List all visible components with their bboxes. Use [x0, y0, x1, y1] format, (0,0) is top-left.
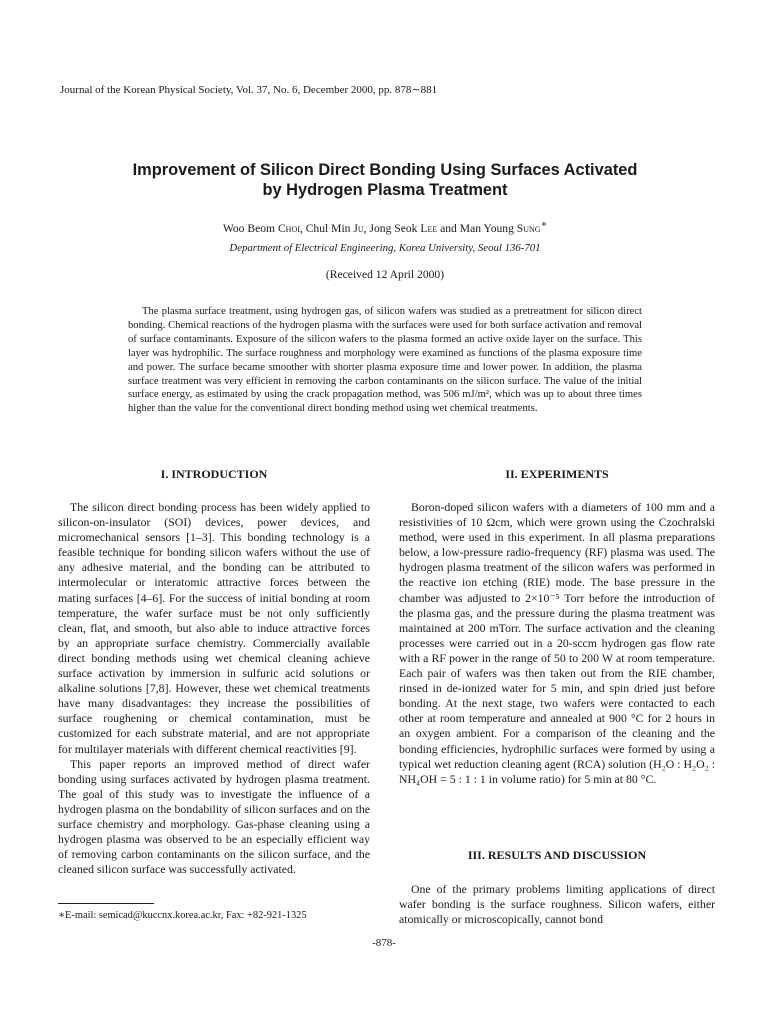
author-1-last: Choi [277, 221, 300, 235]
received-date: (Received 12 April 2000) [325, 268, 445, 281]
results-heading: III. RESULTS AND DISCUSSION [467, 848, 647, 862]
journal-citation: Journal of the Korean Physical Society, Vol. 37, No. 6, December 2000, pp. 878∼881 [60, 84, 438, 96]
intro-paragraph-2: This paper reports an improved method of direct wafer bonding using surfaces activated by hydrogen plasma treatment. The goal of this study was to investigate the influence of a hydrogen plasma on the bondability of silicon surfaces and on the surface chemistry and morphology. Gas-phase cleaning using a hydrogen plasma was observed to be an especially efficient way of removing carbon contaminants on the silicon surface, and the cleaned silicon surface was successfully activated. [58, 756, 370, 877]
abstract: The plasma surface treatment, using hydrogen gas, of silicon wafers was studied as a pretreatment for silicon direct bonding. Chemical reactions of the hydrogen plasma with the surfaces were used for both surface activation and removal of surface contaminants. Exposure of the silicon wafers to the plasma formed an active oxide layer on the surface. This layer was hydrophilic. The surface roughness and morphology were examined as functions of the plasma exposure time and power. The surface became smoother with shorter plasma exposure time and lower power. In addition, the plasma surface treatment was very efficient in removing the carbon contaminants on the silicon surface. The value of the initial surface energy, as estimated by using the crack propagation method, was 506 mJ/m², which was up to about three times higher than the value for the conventional direct bonding method using wet chemical treatments. [128, 306, 642, 415]
author-1-first: Woo Beom [222, 221, 278, 235]
intro-paragraph-1: The silicon direct bonding process has been widely applied to silicon-on-insulator (SOI) devices, power devices, and micromechanical sensors [1–3]. This bonding technology is a feasible technique for bonding silicon wafers without the use of any adhesive material, and the bonding can be attributed to intermolecular or interatomic attractive forces between the mating surfaces [4–6]. For the success of initial bonding at room temperature, the wafer surface must be not only sufficiently clean, flat, and smooth, but also able to induce attractive forces by an appropriate surface chemistry. Commercially available direct bonding methods using wet chemical cleaning achieve surface activation by immersion in sulfuric acid solutions or alkaline solutions [7,8]. However, these wet chemical treatments have many disadvantages: they increase the possibilities of surface roughening or chemical contamination, must be customized for each substrate material, and are not appropriate for multilayer materials with different chemical reactivities [9]. [58, 500, 370, 756]
author-3-first: Jong Seok [369, 221, 421, 235]
title-line-1: Improvement of Silicon Direct Bonding Using Surfaces Activated [132, 161, 638, 179]
intro-column [58, 500, 370, 877]
author-list: Woo Beom Choi, Chul Min Ju, Jong Seok Lee and Man Young Sung∗ [222, 219, 548, 235]
footnote-rule [58, 903, 154, 904]
results-paragraph-1: One of the primary problems limiting applications of direct wafer bonding is the surface roughness. Silicon wafers, either atomically or microscopically, cannot bond [399, 882, 715, 927]
author-3-last: Lee [420, 221, 438, 235]
corresponding-author-mark: ∗ [540, 219, 548, 230]
author-4-last: Sung [516, 221, 541, 235]
experiments-heading: II. EXPERIMENTS [505, 467, 609, 481]
results-column [399, 882, 715, 927]
intro-heading: I. INTRODUCTION [160, 467, 268, 481]
experiments-column [399, 500, 715, 787]
page-number: -878- [372, 937, 396, 949]
experiments-paragraph-1: Boron-doped silicon wafers with a diameters of 100 mm and a resistivities of 10 Ωcm, which were grown using the Czochralski method, were used in this experiment. In all plasma preparations below, a low-pressure radio-frequency (RF) plasma was used. The hydrogen plasma treatment of the silicon wafers was performed in the reactive ion etching (RIE) mode. The base pressure in the chamber was adjusted to 2×10⁻⁵ Torr before the introduction of the plasma gas, and the pressure during the plasma treatment was maintained at 200 mTorr. The surface activation and the cleaning processes were carried out in a 20-sccm hydrogen gas flow rate with a RF power in the range of 50 to 200 W at room temperature. Each pair of wafers was then taken out from the RIE chamber, rinsed in de-ionized water for 5 min, and spin dried just before bonding. At the next stage, two wafers were contacted to each other at room temperature and annealed at 900 °C for 2 hours in an oxygen ambient. For a comparison of the cleaning and the bonding efficiencies, hydrophilic surfaces were formed by using a typical wet reduction cleaning agent (RCA) solution (H₂O : H₂O₂ : NH₄OH = 5 : 1 : 1 in volume ratio) for 5 min at 80 °C. [399, 500, 715, 786]
author-2-first: Chul Min [305, 221, 354, 235]
affiliation: Department of Electrical Engineering, Korea University, Seoul 136-701 [229, 242, 541, 254]
footnote: ∗E-mail: semicad@kuccnx.korea.ac.kr, Fax: +82-921-1325 [58, 910, 307, 921]
title-line-2: by Hydrogen Plasma Treatment [262, 181, 508, 199]
paper-title [60, 160, 710, 200]
author-2-last: Ju [353, 221, 364, 235]
author-4-first: Man Young [459, 221, 517, 235]
